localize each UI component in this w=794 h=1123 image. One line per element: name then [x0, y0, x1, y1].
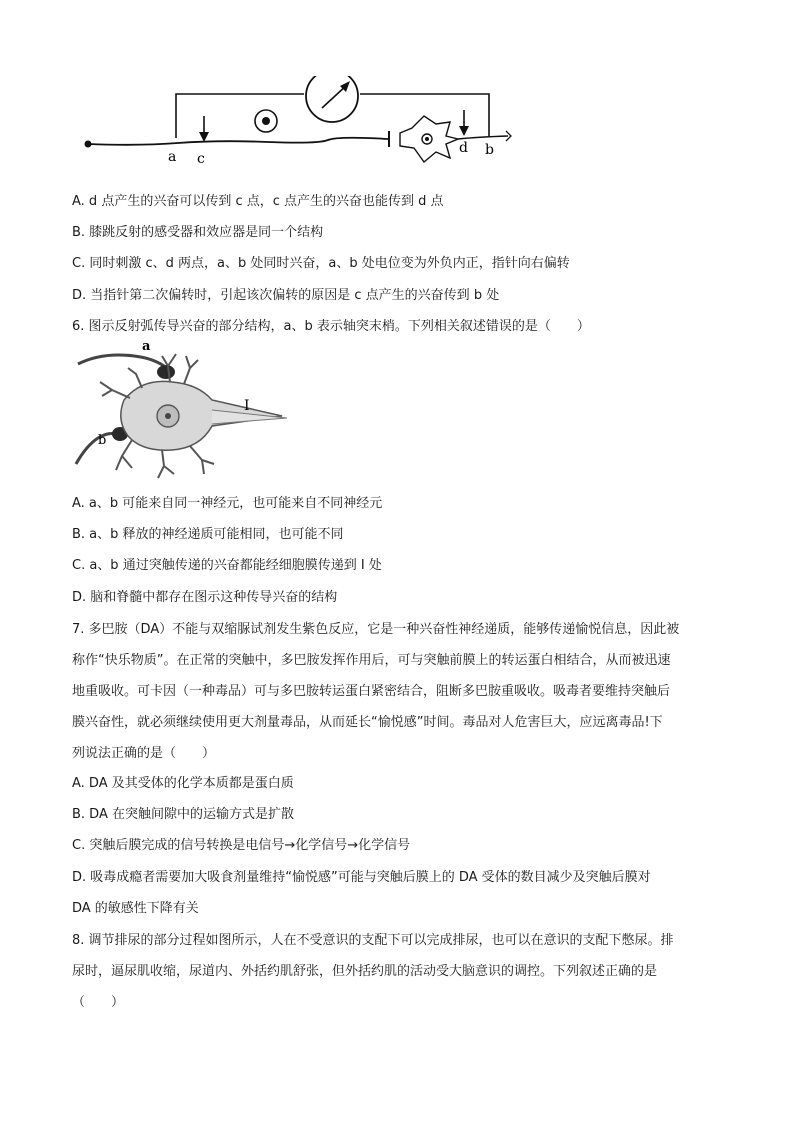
q5-option-d: D. 当指针第二次偏转时，引起该次偏转的原因是 c 点产生的兴奋传到 b 处: [72, 288, 500, 303]
q5-option-b: B. 膝跳反射的感受器和效应器是同一个结构: [72, 225, 324, 240]
q5-option-a: A. d 点产生的兴奋可以传到 c 点，c 点产生的兴奋也能传到 d 点: [72, 194, 444, 209]
q7-option-a: A. DA 及其受体的化学本质都是蛋白质: [72, 776, 294, 791]
q7-stem-line: 膜兴奋性，就必须继续使用更大剂量毒品，从而延长“愉悦感”时间。毒品对人危害巨大，应远离毒品!下: [72, 715, 663, 730]
q8-stem-line: （ ）: [72, 995, 125, 1010]
q7-stem-line: 7. 多巴胺（DA）不能与双缩脲试剂发生紫色反应，它是一种兴奋性神经递质，能够传递愉悦信息，因此被: [72, 622, 680, 637]
q6-option-b: B. a、b 释放的神经递质可能相同，也可能不同: [72, 527, 344, 542]
label-b: b: [98, 433, 107, 448]
q8-stem-line: 8. 调节排尿的部分过程如图所示，人在不受意识的支配下可以完成排尿，也可以在意识的支配下憋尿。排: [72, 933, 674, 948]
label-b: b: [485, 142, 494, 158]
q6-option-d: D. 脑和脊髓中都存在图示这种传导兴奋的结构: [72, 590, 338, 605]
label-d: d: [459, 140, 468, 156]
q7-option-d-line: DA 的敏感性下降有关: [72, 901, 199, 916]
figure-neuron-synapse: [72, 338, 292, 486]
q6-option-c: C. a、b 通过突触传递的兴奋都能经细胞膜传递到 I 处: [72, 558, 382, 573]
q7-stem-line: 列说法正确的是（ ）: [72, 746, 216, 761]
q7-stem: [72, 614, 724, 769]
q7-stem-line: 地重吸收。可卡因（一种毒品）可与多巴胺转运蛋白紧密结合，阻断多巴胺重吸收。吸毒者要维持突触后: [72, 684, 671, 699]
q7-option-d: [72, 862, 724, 924]
q8-stem-line: 尿时，逼尿肌收缩，尿道内、外括约肌舒张，但外括约肌的活动受大脑意识的调控。下列叙述正确的是: [72, 964, 658, 979]
label-a: a: [168, 149, 177, 165]
q6-stem: 6. 图示反射弧传导兴奋的部分结构，a、b 表示轴突末梢。下列相关叙述错误的是（ ）: [72, 319, 590, 334]
label-I: I: [244, 398, 250, 414]
q7-option-d-line: D. 吸毒成瘾者需要加大吸食剂量维持“愉悦感”可能与突触后膜上的 DA 受体的数目减少及突触后膜对: [72, 870, 651, 885]
label-c: c: [197, 151, 205, 166]
q5-option-c: C. 同时刺激 c、d 两点，a、b 处同时兴奋，a、b 处电位变为外负内正，指针向右偏转: [72, 256, 570, 271]
q7-option-c: C. 突触后膜完成的信号转换是电信号→化学信号→化学信号: [72, 838, 411, 853]
q8-stem: [72, 925, 724, 1018]
label-a: a: [142, 339, 151, 354]
q6-option-a: A. a、b 可能来自同一神经元，也可能来自不同神经元: [72, 496, 383, 511]
figure-galvanometer-diagram: [78, 76, 518, 166]
q7-stem-line: 称作“快乐物质”。在正常的突触中，多巴胺发挥作用后，可与突触前膜上的转运蛋白相结合，从而被迅速: [72, 653, 671, 668]
q7-option-b: B. DA 在突触间隙中的运输方式是扩散: [72, 807, 294, 822]
